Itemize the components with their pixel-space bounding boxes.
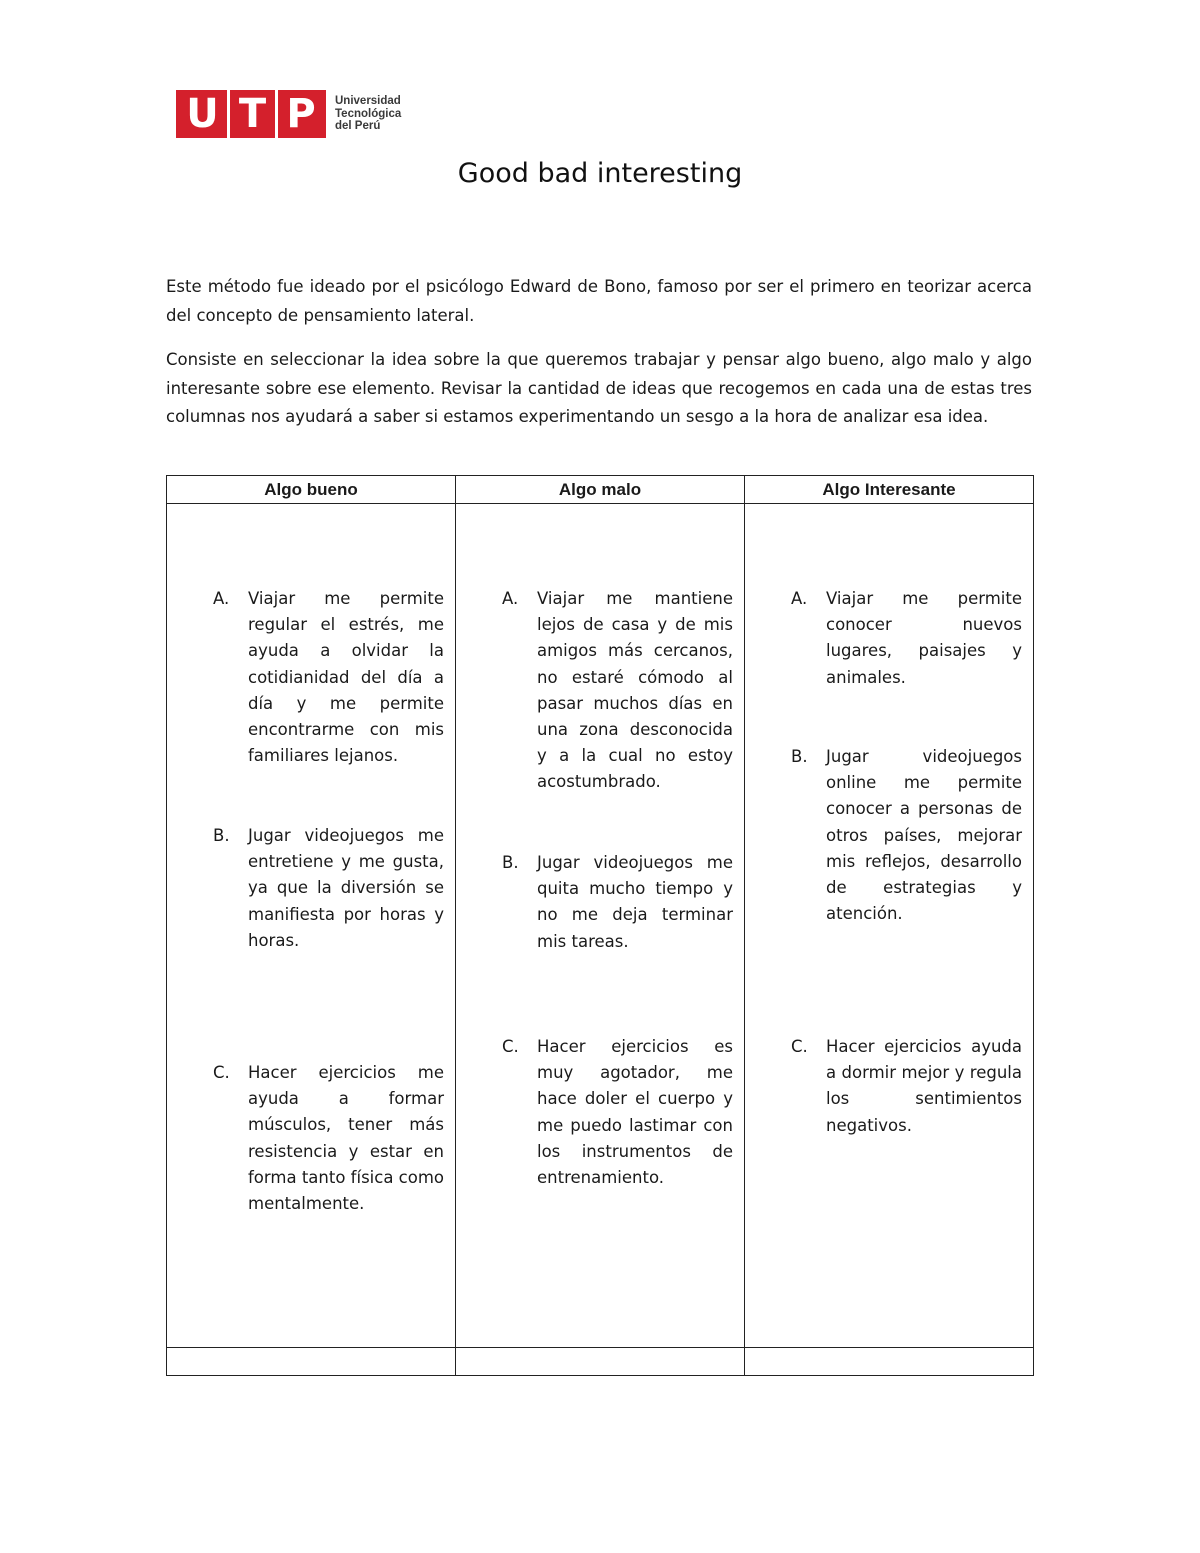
list-marker: C.	[502, 1037, 519, 1056]
empty-cell	[167, 1348, 456, 1376]
table-body-row	[167, 504, 1034, 1348]
list-item	[213, 586, 444, 769]
list-item-text: Jugar videojuegos me quita mucho tiempo y no me deja terminar mis tareas.	[537, 853, 733, 951]
list-marker: C.	[791, 1037, 808, 1056]
empty-cell	[745, 1348, 1034, 1376]
list-item	[791, 586, 1022, 691]
list-marker: A.	[502, 589, 519, 608]
table-header-row	[167, 476, 1034, 504]
logo-divider	[275, 90, 278, 138]
column-algo-interesante	[745, 504, 1034, 1348]
gbi-table	[166, 475, 1034, 1376]
list-item-text: Jugar videojuegos me entretiene y me gusta, ya que la diversión se manifiesta por horas y horas.	[248, 826, 444, 950]
column-algo-malo	[456, 504, 745, 1348]
list-marker: A.	[791, 589, 808, 608]
list-item-text: Hacer ejercicios me ayuda a formar músculos, tener más resistencia y estar en forma tanto física como mentalmente.	[248, 1063, 445, 1214]
table-footer-row	[167, 1348, 1034, 1376]
logo-letter-p: P	[286, 91, 316, 137]
list-item	[502, 850, 733, 955]
empty-cell	[456, 1348, 745, 1376]
column-algo-bueno	[167, 504, 456, 1348]
list-item	[502, 1034, 733, 1191]
list-marker: B.	[791, 747, 808, 766]
logo-line: Universidad	[335, 95, 401, 108]
page-title: Good bad interesting	[457, 158, 743, 189]
list-marker: B.	[502, 853, 519, 872]
list-marker: A.	[213, 589, 230, 608]
intro-paragraph: Este método fue ideado por el psicólogo Edward de Bono, famoso por ser el primero en teorizar acerca del concepto de pensamiento lateral.	[166, 277, 1032, 325]
list-item	[213, 1060, 445, 1217]
list-item	[502, 586, 733, 796]
logo-wordmark	[335, 95, 401, 133]
list-marker: C.	[213, 1063, 230, 1082]
utp-logo	[176, 90, 401, 138]
logo-line: del Perú	[335, 120, 381, 133]
logo-letter-t: T	[238, 91, 267, 137]
list-item-text: Viajar me mantiene lejos de casa y de mis amigos más cercanos, no estaré cómodo al pasar muchos días en una zona desconocida y a la cual no estoy acostumbrado.	[537, 589, 733, 792]
list-item-text: Jugar videojuegos online me permite conocer a personas de otros países, mejorar mis reflejos, desarrollo de estrategias y atención.	[826, 747, 1022, 924]
logo-line: Tecnológica	[335, 107, 402, 120]
list-item	[791, 1034, 1022, 1139]
list-marker: B.	[213, 826, 230, 845]
header-algo-bueno: Algo bueno	[167, 476, 456, 504]
utp-logo-mark	[176, 90, 326, 138]
header-algo-malo: Algo malo	[456, 476, 745, 504]
list-item-text: Viajar me permite conocer nuevos lugares, paisajes y animales.	[826, 589, 1022, 687]
method-paragraph: Consiste en seleccionar la idea sobre la que queremos trabajar y pensar algo bueno, algo malo y algo interesante sobre ese elemento. Revisar la cantidad de ideas que recogemos en cada una de estas tres columnas nos ayudará a saber si estamos experimentando un sesgo a la hora de analizar esa idea.	[166, 350, 1032, 426]
list-item	[791, 744, 1022, 927]
logo-divider	[227, 90, 230, 138]
header-algo-interesante: Algo Interesante	[745, 476, 1034, 504]
list-item	[213, 823, 444, 954]
list-item-text: Viajar me permite regular el estrés, me ayuda a olvidar la cotidianidad del día a día y me permite encontrarme con mis familiares lejanos.	[248, 589, 444, 766]
list-item-text: Hacer ejercicios es muy agotador, me hace doler el cuerpo y me puedo lastimar con los instrumentos de entrenamiento.	[537, 1037, 733, 1188]
list-item-text: Hacer ejercicios ayuda a dormir mejor y regula los sentimientos negativos.	[826, 1037, 1022, 1135]
logo-letter-u: U	[186, 91, 219, 137]
